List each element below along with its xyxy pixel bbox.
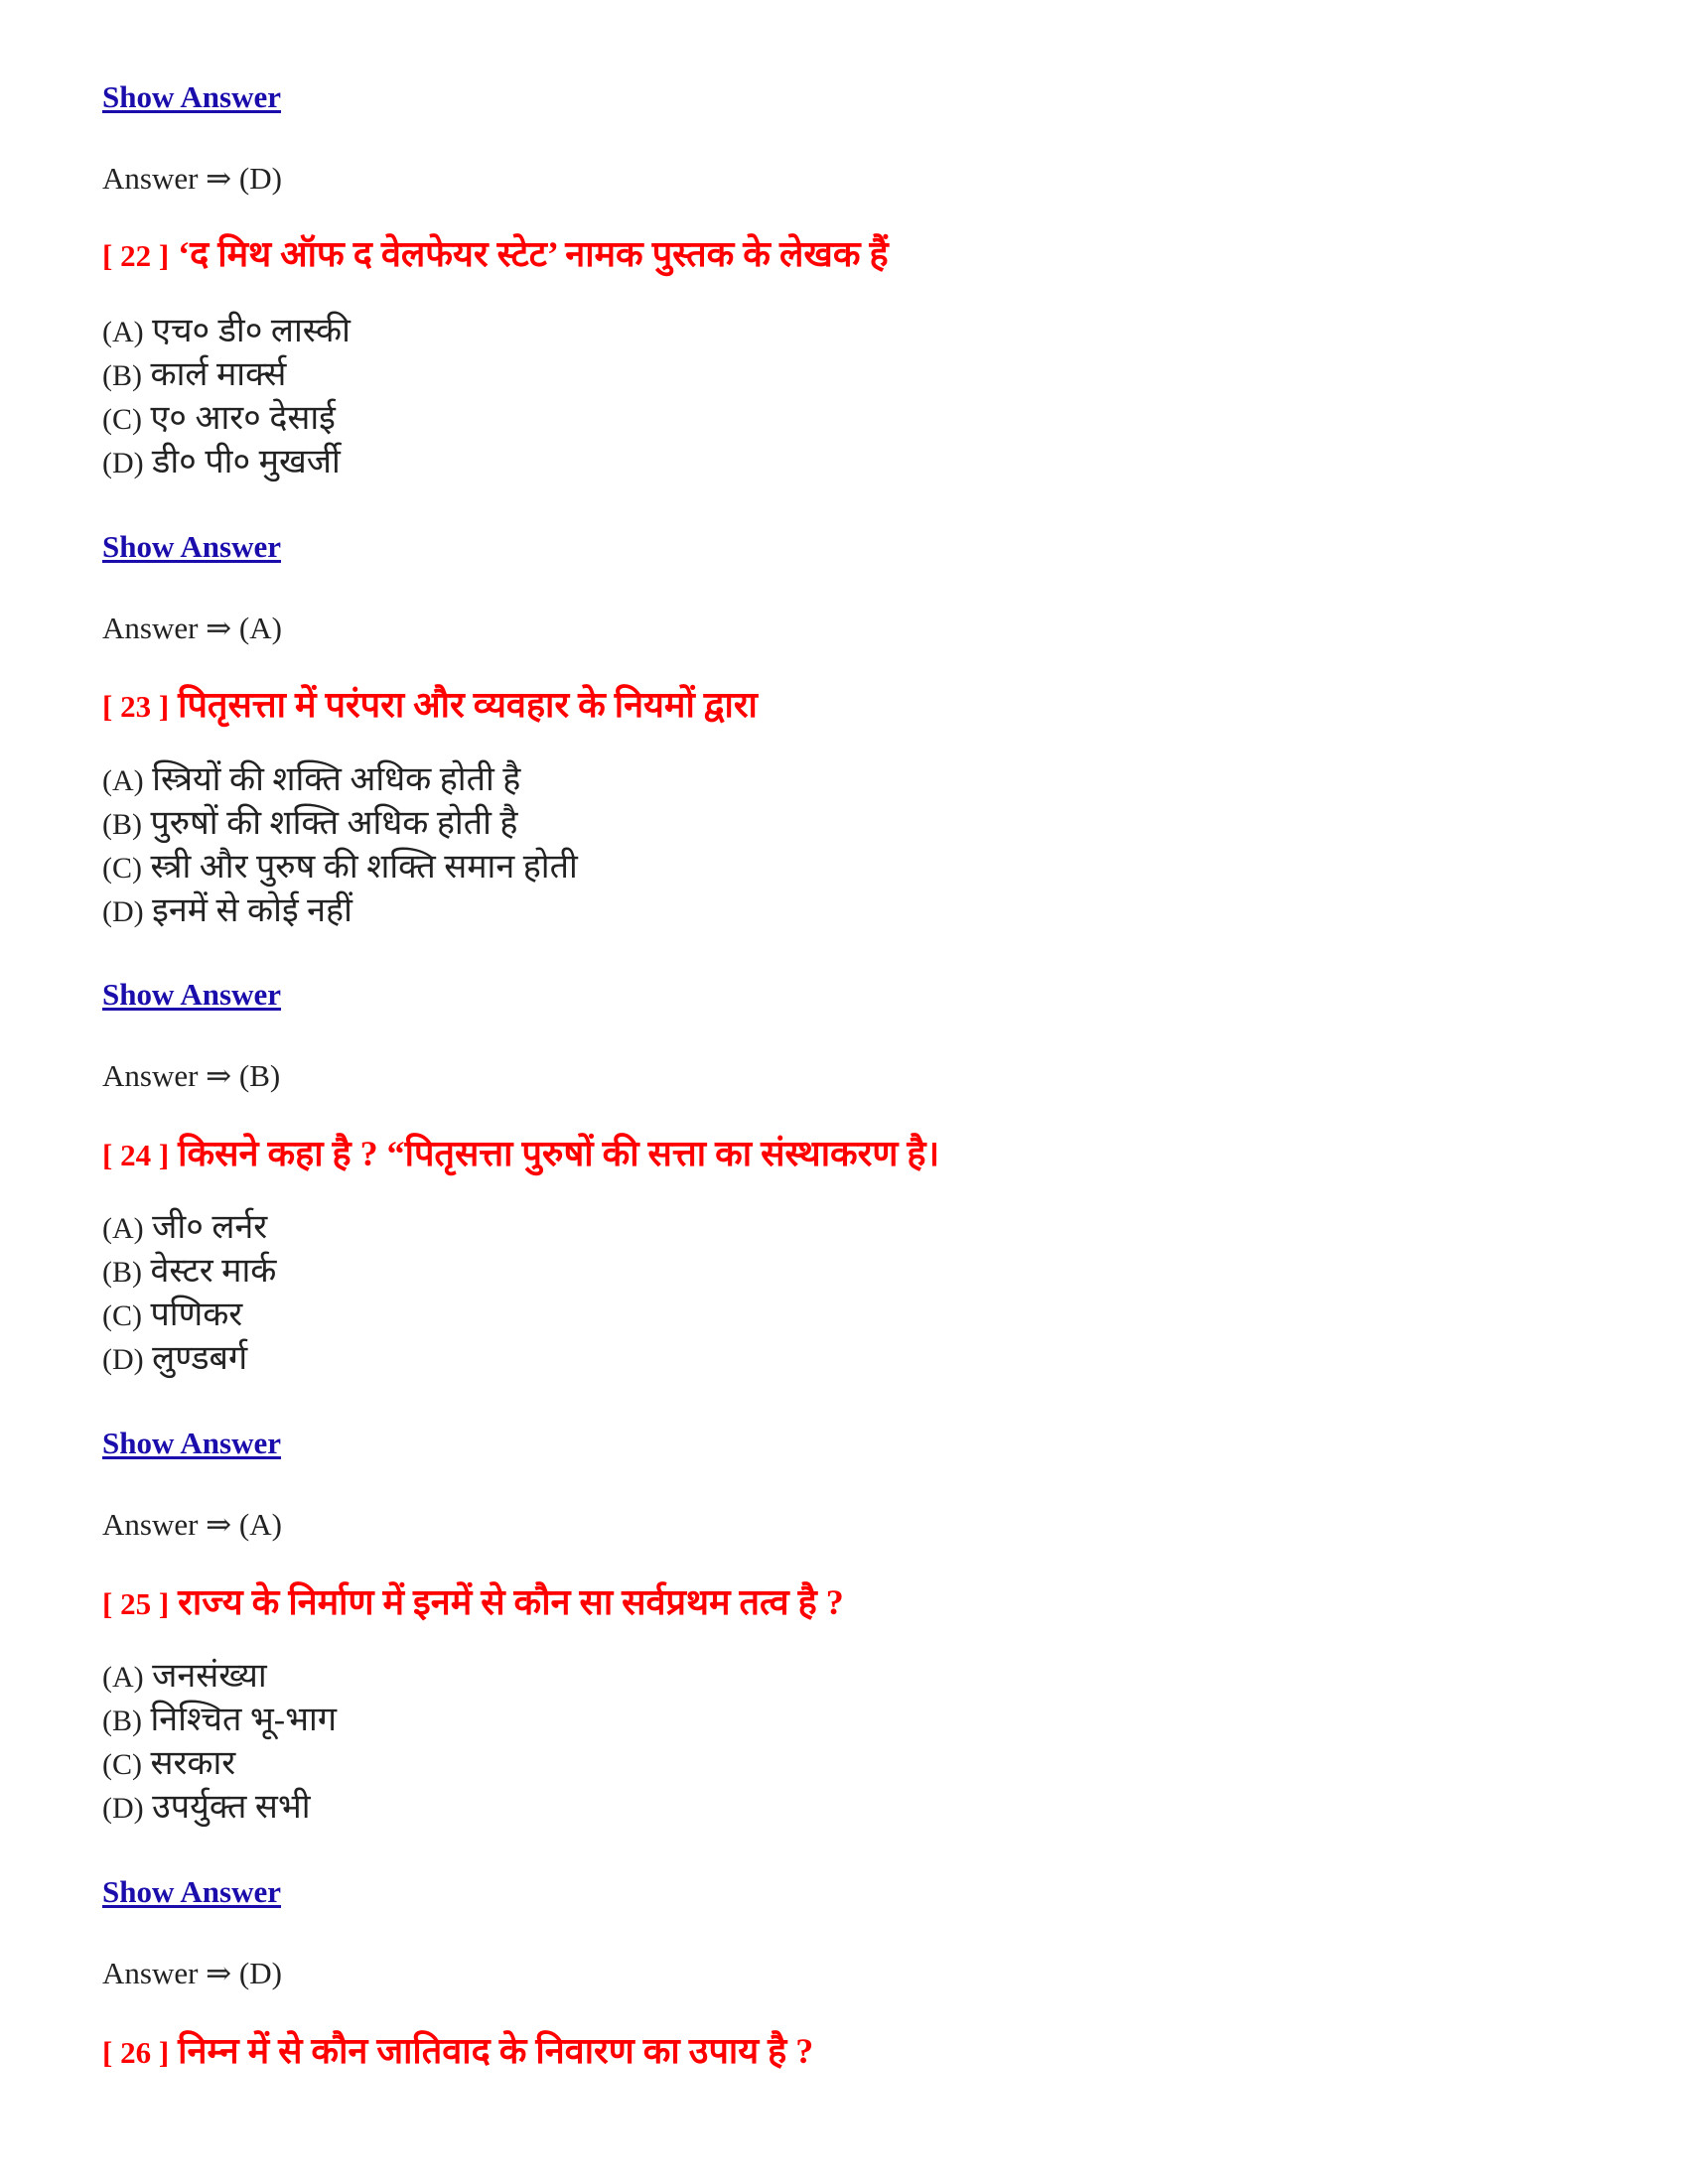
option-b: (B) वेस्टर मार्क bbox=[102, 1253, 277, 1290]
option-a: (A) जी० लर्नर bbox=[102, 1209, 268, 1246]
question-text: राज्य के निर्माण में इनमें से कौन सा सर्वप्रथम तत्व है ? bbox=[178, 1582, 844, 1622]
question-text: पितृसत्ता में परंपरा और व्यवहार के नियमों द्वारा bbox=[178, 685, 758, 725]
question-22-heading bbox=[102, 236, 889, 272]
question-number: [ 25 ] bbox=[102, 1586, 170, 1621]
answer-text: Answer ⇒ (D) bbox=[102, 1956, 282, 1990]
option-a: (A) एच० डी० लास्की bbox=[102, 313, 351, 349]
question-22-options bbox=[102, 310, 351, 484]
show-answer-link[interactable]: Show Answer bbox=[102, 1874, 282, 1909]
show-answer-link[interactable]: Show Answer bbox=[102, 977, 282, 1012]
option-d: (D) इनमें से कोई नहीं bbox=[102, 892, 352, 929]
question-number: [ 23 ] bbox=[102, 689, 170, 724]
option-b: (B) निश्चित भू-भाग bbox=[102, 1702, 337, 1738]
question-number: [ 26 ] bbox=[102, 2035, 170, 2070]
show-answer-link[interactable]: Show Answer bbox=[102, 529, 282, 564]
option-b: (B) कार्ल मार्क्स bbox=[102, 356, 287, 393]
option-c: (C) पणिकर bbox=[102, 1297, 243, 1333]
answer-text: Answer ⇒ (A) bbox=[102, 1507, 282, 1542]
option-d: (D) लुण्डबर्ग bbox=[102, 1340, 248, 1377]
question-text: निम्न में से कौन जातिवाद के निवारण का उपाय है ? bbox=[178, 2031, 814, 2071]
option-b: (B) पुरुषों की शक्ति अधिक होती है bbox=[102, 805, 518, 842]
question-number: [ 24 ] bbox=[102, 1138, 170, 1172]
option-a: (A) जनसंख्या bbox=[102, 1658, 267, 1695]
answer-text: Answer ⇒ (D) bbox=[102, 161, 282, 196]
question-23-options bbox=[102, 758, 578, 933]
question-25-options bbox=[102, 1655, 337, 1830]
question-text: ‘द मिथ ऑफ द वेलफेयर स्टेट’ नामक पुस्तक के लेखक हैं bbox=[178, 234, 889, 274]
option-a: (A) स्त्रियों की शक्ति अधिक होती है bbox=[102, 761, 521, 798]
question-24-options bbox=[102, 1206, 276, 1381]
question-23-heading bbox=[102, 687, 758, 723]
show-answer-link[interactable]: Show Answer bbox=[102, 79, 282, 114]
option-c: (C) स्त्री और पुरुष की शक्ति समान होती bbox=[102, 849, 578, 886]
question-number: [ 22 ] bbox=[102, 238, 170, 273]
answer-text: Answer ⇒ (A) bbox=[102, 611, 282, 645]
option-c: (C) ए० आर० देसाई bbox=[102, 400, 336, 437]
question-text: किसने कहा है ? “पितृसत्ता पुरुषों की सत्ता का संस्थाकरण है। bbox=[178, 1134, 940, 1173]
question-25-heading bbox=[102, 1584, 844, 1620]
option-d: (D) उपर्युक्त सभी bbox=[102, 1789, 311, 1826]
option-d: (D) डी० पी० मुखर्जी bbox=[102, 444, 341, 480]
question-24-heading bbox=[102, 1136, 939, 1171]
option-c: (C) सरकार bbox=[102, 1745, 236, 1782]
question-26-heading bbox=[102, 2033, 813, 2069]
answer-text: Answer ⇒ (B) bbox=[102, 1058, 281, 1093]
show-answer-link[interactable]: Show Answer bbox=[102, 1426, 282, 1460]
